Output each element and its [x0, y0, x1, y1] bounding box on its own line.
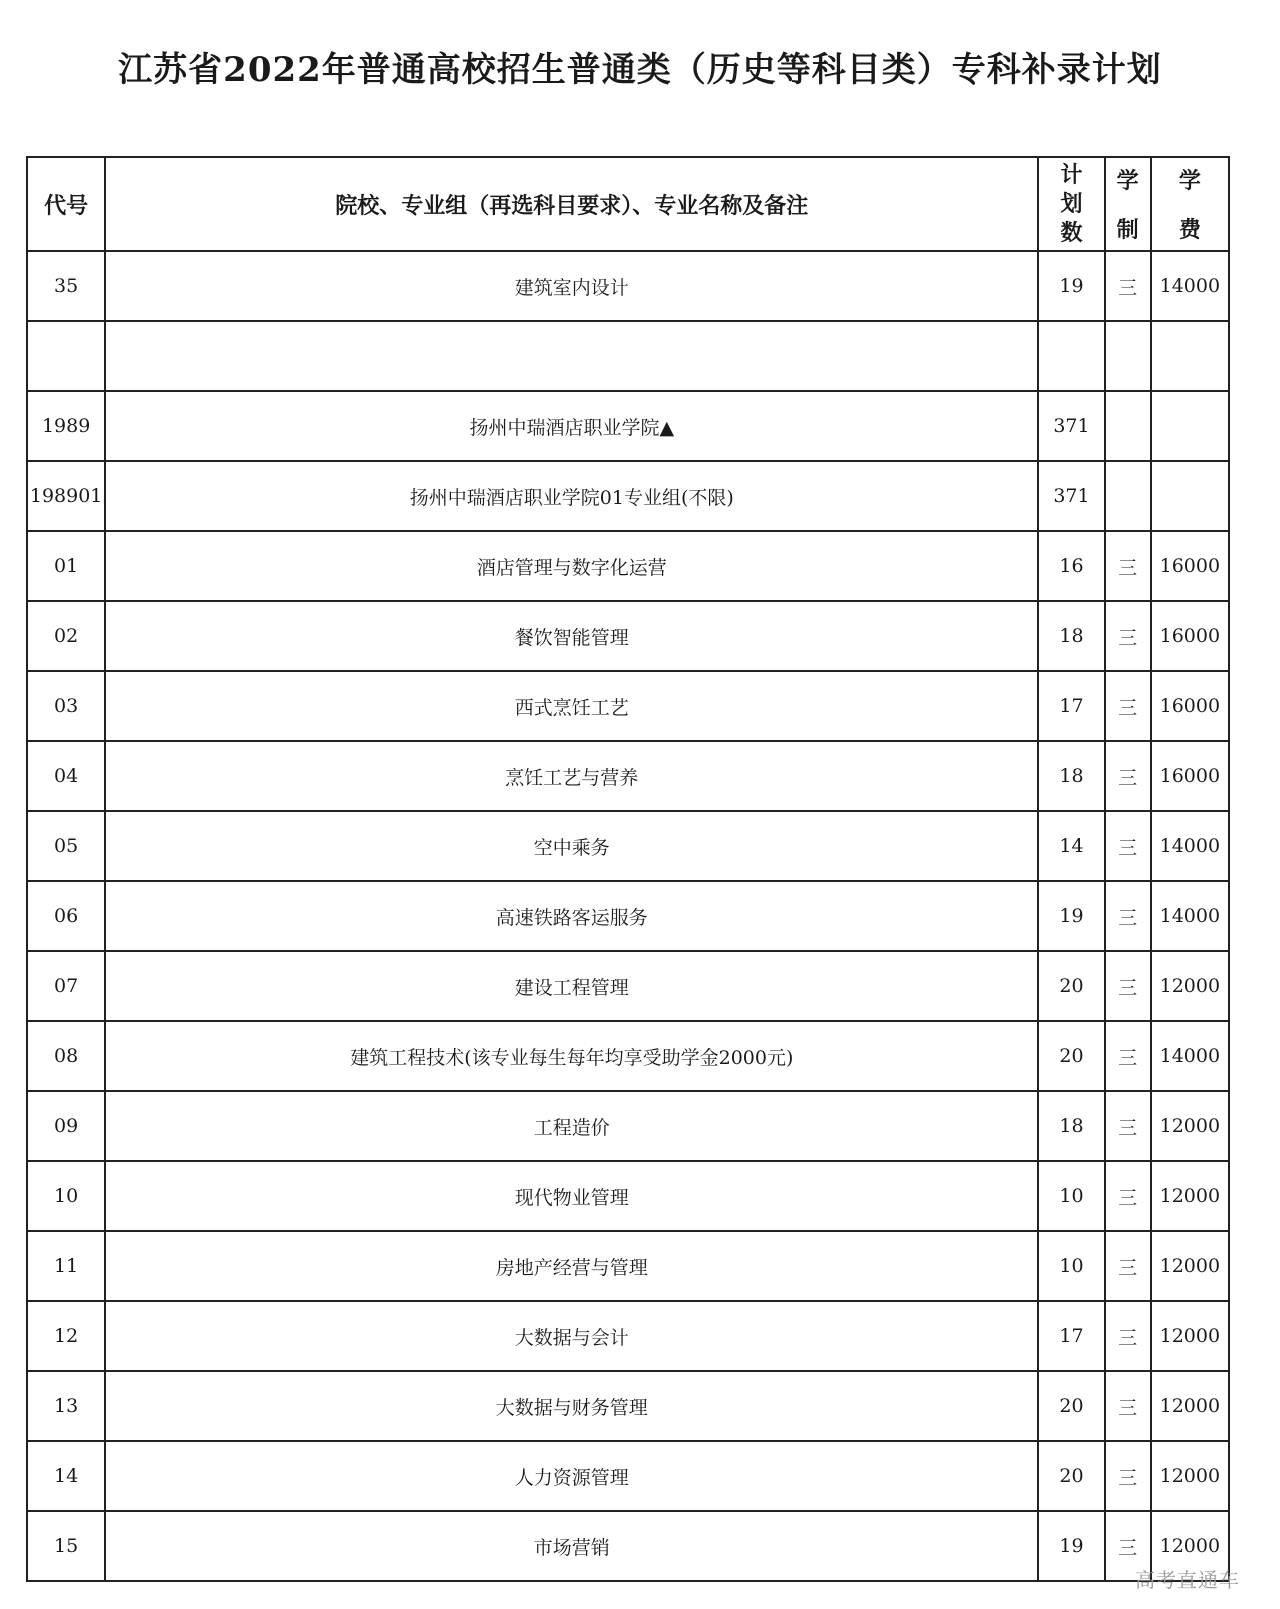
- cell-name: 扬州中瑞酒店职业学院01专业组(不限): [105, 461, 1038, 531]
- cell-fee: 12000: [1151, 1371, 1229, 1441]
- header-years-char: 制: [1116, 218, 1139, 243]
- cell-code: 35: [27, 251, 105, 321]
- cell-plan: 17: [1038, 671, 1104, 741]
- cell-code: 198901: [27, 461, 105, 531]
- cell-code: 11: [27, 1231, 105, 1301]
- cell-name: 建筑室内设计: [105, 251, 1038, 321]
- cell-plan: 20: [1038, 1021, 1104, 1091]
- cell-name: 酒店管理与数字化运营: [105, 531, 1038, 601]
- table-row: [27, 1091, 1229, 1161]
- cell-years: 三: [1105, 671, 1151, 741]
- cell-plan: [1038, 321, 1104, 391]
- cell-plan: 17: [1038, 1301, 1104, 1371]
- cell-name: 建设工程管理: [105, 951, 1038, 1021]
- cell-fee: 14000: [1151, 811, 1229, 881]
- table-row: [27, 461, 1229, 531]
- header-plan-char: 数: [1060, 220, 1083, 246]
- cell-plan: 20: [1038, 1441, 1104, 1511]
- cell-plan: 19: [1038, 881, 1104, 951]
- table-row: [27, 951, 1229, 1021]
- cell-fee: 12000: [1151, 1231, 1229, 1301]
- table-row: [27, 601, 1229, 671]
- cell-fee: 12000: [1151, 1161, 1229, 1231]
- cell-code: 04: [27, 741, 105, 811]
- cell-plan: 19: [1038, 251, 1104, 321]
- table-row: [27, 321, 1229, 391]
- cell-name: 市场营销: [105, 1511, 1038, 1581]
- cell-code: 13: [27, 1371, 105, 1441]
- table-row: [27, 1231, 1229, 1301]
- table-row: [27, 1021, 1229, 1091]
- cell-years: 三: [1105, 1301, 1151, 1371]
- header-plan-char: 划: [1060, 191, 1083, 217]
- cell-code: 01: [27, 531, 105, 601]
- document-title: 江苏省2022年普通高校招生普通类（历史等科目类）专科补录计划: [118, 50, 1162, 90]
- cell-code: [27, 321, 105, 391]
- cell-plan: 18: [1038, 601, 1104, 671]
- cell-fee: 16000: [1151, 601, 1229, 671]
- cell-fee: 12000: [1151, 1301, 1229, 1371]
- cell-years: 三: [1105, 741, 1151, 811]
- table-row: [27, 671, 1229, 741]
- cell-years: 三: [1105, 1021, 1151, 1091]
- header-years-char: 学: [1116, 169, 1139, 194]
- cell-name: [105, 321, 1038, 391]
- cell-years: 三: [1105, 1511, 1151, 1581]
- cell-years: 三: [1105, 951, 1151, 1021]
- cell-years: 三: [1105, 531, 1151, 601]
- header-fee: [1151, 157, 1229, 251]
- cell-fee: [1151, 321, 1229, 391]
- table-row: [27, 391, 1229, 461]
- cell-code: 02: [27, 601, 105, 671]
- header-fee-char: 费: [1178, 218, 1201, 243]
- cell-plan: 371: [1038, 391, 1104, 461]
- cell-fee: [1151, 461, 1229, 531]
- cell-years: 三: [1105, 1371, 1151, 1441]
- cell-code: 08: [27, 1021, 105, 1091]
- table-row: [27, 1301, 1229, 1371]
- cell-years: 三: [1105, 1091, 1151, 1161]
- cell-years: [1105, 391, 1151, 461]
- table-row: [27, 1441, 1229, 1511]
- cell-name: 餐饮智能管理: [105, 601, 1038, 671]
- cell-plan: 20: [1038, 951, 1104, 1021]
- cell-name: 高速铁路客运服务: [105, 881, 1038, 951]
- cell-years: 三: [1105, 601, 1151, 671]
- cell-plan: 18: [1038, 1091, 1104, 1161]
- cell-fee: 12000: [1151, 951, 1229, 1021]
- cell-name: 现代物业管理: [105, 1161, 1038, 1231]
- cell-plan: 20: [1038, 1371, 1104, 1441]
- cell-code: 10: [27, 1161, 105, 1231]
- table-row: [27, 741, 1229, 811]
- cell-fee: 12000: [1151, 1441, 1229, 1511]
- cell-years: 三: [1105, 1441, 1151, 1511]
- cell-years: [1105, 461, 1151, 531]
- cell-code: 09: [27, 1091, 105, 1161]
- header-fee-char: 学: [1178, 169, 1201, 194]
- cell-fee: 16000: [1151, 671, 1229, 741]
- cell-fee: 12000: [1151, 1091, 1229, 1161]
- cell-name: 西式烹饪工艺: [105, 671, 1038, 741]
- cell-plan: 10: [1038, 1231, 1104, 1301]
- cell-code: 15: [27, 1511, 105, 1581]
- cell-years: 三: [1105, 251, 1151, 321]
- cell-code: 1989: [27, 391, 105, 461]
- cell-years: [1105, 321, 1151, 391]
- cell-name: 空中乘务: [105, 811, 1038, 881]
- cell-code: 07: [27, 951, 105, 1021]
- header-plan-count: [1038, 157, 1104, 251]
- cell-name: 大数据与会计: [105, 1301, 1038, 1371]
- header-plan-char: 计: [1060, 162, 1083, 188]
- cell-name: 扬州中瑞酒店职业学院▲: [105, 391, 1038, 461]
- table-row: [27, 531, 1229, 601]
- cell-years: 三: [1105, 1231, 1151, 1301]
- cell-years: 三: [1105, 811, 1151, 881]
- cell-plan: 371: [1038, 461, 1104, 531]
- cell-name: 房地产经营与管理: [105, 1231, 1038, 1301]
- cell-name: 建筑工程技术(该专业每生每年均享受助学金2000元): [105, 1021, 1038, 1091]
- cell-fee: 12000: [1151, 1511, 1229, 1581]
- cell-plan: 14: [1038, 811, 1104, 881]
- table-row: [27, 1161, 1229, 1231]
- cell-fee: 14000: [1151, 251, 1229, 321]
- table-row: [27, 881, 1229, 951]
- cell-fee: 16000: [1151, 531, 1229, 601]
- cell-plan: 19: [1038, 1511, 1104, 1581]
- enrollment-plan-table: [26, 156, 1230, 1582]
- table-row: [27, 811, 1229, 881]
- cell-code: 12: [27, 1301, 105, 1371]
- cell-fee: 14000: [1151, 1021, 1229, 1091]
- cell-fee: 16000: [1151, 741, 1229, 811]
- cell-plan: 16: [1038, 531, 1104, 601]
- header-years: [1105, 157, 1151, 251]
- header-name: 院校、专业组（再选科目要求）、专业名称及备注: [105, 157, 1038, 251]
- table-row: [27, 1511, 1229, 1581]
- cell-code: 05: [27, 811, 105, 881]
- cell-code: 14: [27, 1441, 105, 1511]
- cell-name: 大数据与财务管理: [105, 1371, 1038, 1441]
- table-row: [27, 251, 1229, 321]
- header-code: 代号: [27, 157, 105, 251]
- cell-plan: 18: [1038, 741, 1104, 811]
- cell-code: 06: [27, 881, 105, 951]
- table-row: [27, 1371, 1229, 1441]
- cell-years: 三: [1105, 881, 1151, 951]
- cell-plan: 10: [1038, 1161, 1104, 1231]
- cell-name: 烹饪工艺与营养: [105, 741, 1038, 811]
- table-header-row: [27, 157, 1229, 251]
- cell-name: 人力资源管理: [105, 1441, 1038, 1511]
- cell-years: 三: [1105, 1161, 1151, 1231]
- watermark: 高考直通车: [1135, 1568, 1240, 1592]
- cell-name: 工程造价: [105, 1091, 1038, 1161]
- cell-fee: 14000: [1151, 881, 1229, 951]
- cell-fee: [1151, 391, 1229, 461]
- cell-code: 03: [27, 671, 105, 741]
